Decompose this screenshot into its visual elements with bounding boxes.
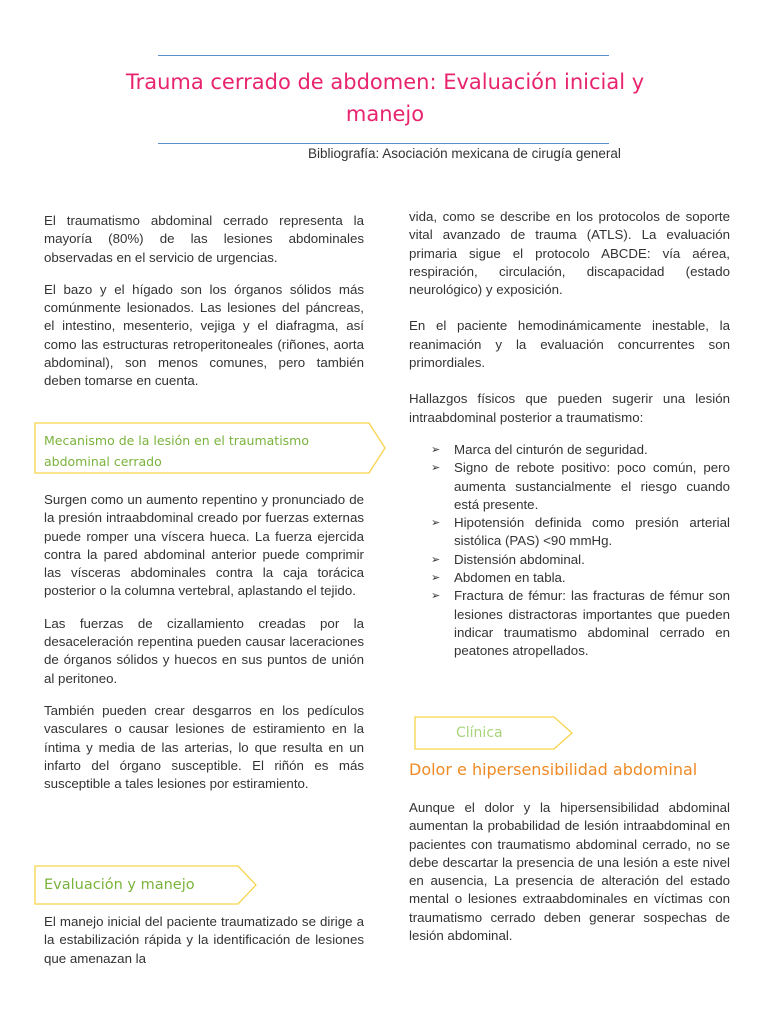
mechanism-paragraph-2: Las fuerzas de cizallamiento creadas por la desaceleración repentina pueden causar laceraciones de órganos sólidos y huecos en sus puntos de unión al peritoneo. (44, 615, 364, 686)
callout-clinic (414, 716, 574, 750)
callout-mechanism-text: Mecanismo de la lesión en el traumatismo abdominal cerrado (44, 433, 310, 469)
findings-intro: Hallazgos físicos que pueden sugerir una lesión intraabdominal posterior a traumatismo: (409, 391, 730, 425)
list-item: ➢ Abdomen en tabla. (431, 569, 730, 587)
callout-evaluation (34, 865, 258, 905)
list-item: ➢ Marca del cinturón de seguridad. (431, 441, 730, 459)
arrow-bullet-icon: ➢ (431, 443, 441, 456)
evaluation-start-block (44, 913, 364, 982)
pain-heading: Dolor e hipersensibilidad abdominal (409, 760, 698, 779)
list-item: ➢ Fractura de fémur: las fracturas de fémur son lesiones distractoras importantes que pueden indicar traumatismo abdominal cerrado en peatones atropellados. (431, 588, 730, 659)
pain-block (409, 799, 730, 959)
intro-paragraph-1: El traumatismo abdominal cerrado representa la mayoría (80%) de las lesiones abdominales observadas en el servicio de urgencias. (44, 213, 364, 265)
intro-paragraph-2: El bazo y el hígado son los órganos sólidos más comúnmente lesionados. Las lesiones del páncreas, el intestino, mesenterio, vejiga y el diafragma, así como las estructuras retroperitoneales (riñones, aorta abdominal), son menos comunes, pero también deben tomarse en cuenta. (44, 281, 364, 389)
page-title: Trauma cerrado de abdomen: Evaluación inicial y manejo (125, 70, 645, 126)
evaluation-paragraph-start: El manejo inicial del paciente traumatizado se dirige a la estabilización rápida y la identificación de lesiones que amenazan la (44, 914, 364, 966)
bibliography: Bibliografía: Asociación mexicana de cirugía general (308, 146, 621, 161)
mechanism-paragraph-1: Surgen como un aumento repentino y pronunciado de la presión intraabdominal creado por fuerzas externas puede romper una víscera hueca. La fuerza ejercida contra la pared abdominal anterior puede comprimir las vísceras abdominales contra la caja torácica posterior o la columna vertebral, aplastando el tejido. (44, 492, 364, 599)
top-rule (158, 55, 609, 56)
list-item: ➢ Distensión abdominal. (431, 551, 730, 569)
callout-mechanism (34, 422, 386, 474)
evaluation-paragraph-cont: vida, como se describe en los protocolos de soporte vital avanzado de trauma (ATLS). La evaluación primaria sigue el protocolo ABCDE: vía aérea, respiración, circulación, discapacidad (estado neurológico) y exposición. (409, 209, 730, 298)
arrow-bullet-icon: ➢ (431, 590, 441, 603)
arrow-bullet-icon: ➢ (431, 572, 441, 585)
list-item: ➢ Hipotensión definida como presión arterial sistólica (PAS) <90 mmHg. (431, 515, 730, 549)
arrow-bullet-icon: ➢ (431, 553, 441, 566)
callout-clinic-text: Clínica (456, 725, 503, 741)
pain-paragraph: Aunque el dolor y la hipersensibilidad abdominal aumentan la probabilidad de lesión intraabdominal en pacientes con traumatismo abdominal cerrado, no se debe descartar la presencia de una lesión a este nivel en ausencia, La presencia de alteración del estado mental o lesiones extraabdominales en víctimas con traumatismo cerrado deben generar sospechas de lesión abdominal. (409, 800, 730, 944)
left-column (44, 212, 364, 405)
findings-list (409, 441, 730, 661)
bottom-rule (158, 143, 609, 144)
right-column (409, 208, 730, 675)
callout-evaluation-text: Evaluación y manejo (44, 877, 195, 893)
list-item: ➢ Signo de rebote positivo: poco común, pero aumenta sustancialmente el riesgo cuando está presente. (431, 460, 730, 512)
mechanism-paragraph-3: También pueden crear desgarros en los pedículos vasculares o causar lesiones de estiramiento en la íntima y media de las arterias, lo que resulta en un infarto del órgano susceptible. El riñón es más susceptible a tales lesiones por estiramiento. (44, 702, 364, 792)
mechanism-block (44, 491, 364, 807)
unstable-paragraph: En el paciente hemodinámicamente inestable, la reanimación y la evaluación concurrentes son primordiales. (409, 318, 730, 371)
arrow-bullet-icon: ➢ (431, 517, 441, 530)
arrow-bullet-icon: ➢ (431, 462, 441, 475)
